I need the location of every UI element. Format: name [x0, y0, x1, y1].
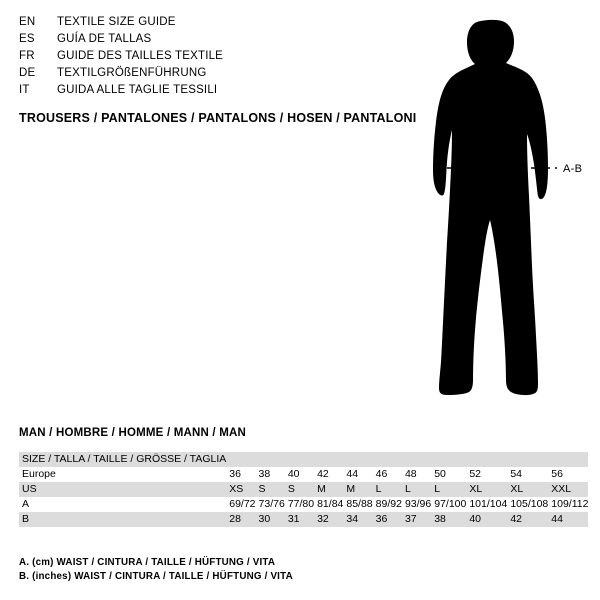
- cell: 109/112: [548, 497, 588, 512]
- cell: S: [285, 482, 314, 497]
- table-title-man: MAN / HOMBRE / HOMME / MANN / MAN: [19, 427, 247, 439]
- cell: 37: [402, 512, 431, 527]
- language-code: EN: [19, 16, 36, 28]
- cell: 81/84: [314, 497, 343, 512]
- cell: 34: [343, 512, 372, 527]
- cell: 44: [343, 467, 372, 482]
- table-row: [19, 452, 588, 467]
- language-row: [19, 31, 379, 48]
- language-text: TEXTILGRÖßENFÜHRUNG: [57, 67, 207, 79]
- row-label: Europe: [19, 467, 226, 482]
- cell: 36: [373, 512, 402, 527]
- footnote-b: B. (inches) WAIST / CINTURA / TAILLE / HÜFTUNG / VITA: [19, 571, 293, 582]
- cell: 40: [466, 512, 507, 527]
- cell: 73/76: [256, 497, 285, 512]
- cell: 40: [285, 467, 314, 482]
- cell: 97/100: [431, 497, 466, 512]
- cell: 85/88: [343, 497, 372, 512]
- language-text: TEXTILE SIZE GUIDE: [57, 16, 176, 28]
- cell: [373, 452, 402, 467]
- cell: 48: [402, 467, 431, 482]
- cell: 52: [466, 467, 507, 482]
- cell: M: [343, 482, 372, 497]
- language-row: [19, 82, 379, 99]
- language-text: GUÍA DE TALLAS: [57, 33, 152, 45]
- language-code: ES: [19, 33, 35, 45]
- cell: XL: [507, 482, 548, 497]
- cell: [343, 452, 372, 467]
- cell: [226, 452, 255, 467]
- cell: 56: [548, 467, 588, 482]
- language-code: FR: [19, 50, 35, 62]
- cell: [431, 452, 466, 467]
- language-row: [19, 14, 379, 31]
- figure-illustration: [405, 10, 590, 410]
- cell: 36: [226, 467, 255, 482]
- language-code: IT: [19, 84, 30, 96]
- cell: 32: [314, 512, 343, 527]
- cell: 38: [431, 512, 466, 527]
- cell: XXL: [548, 482, 588, 497]
- cell: XL: [466, 482, 507, 497]
- language-row: [19, 48, 379, 65]
- row-label: A: [19, 497, 226, 512]
- language-text: GUIDE DES TAILLES TEXTILE: [57, 50, 224, 62]
- cell: 46: [373, 467, 402, 482]
- cell: 101/104: [466, 497, 507, 512]
- cell: L: [402, 482, 431, 497]
- footnote-a: A. (cm) WAIST / CINTURA / TAILLE / HÜFTUNG / VITA: [19, 557, 276, 568]
- cell: 54: [507, 467, 548, 482]
- cell: [507, 452, 548, 467]
- cell: L: [373, 482, 402, 497]
- cell: 30: [256, 512, 285, 527]
- cell: [466, 452, 507, 467]
- cell: 44: [548, 512, 588, 527]
- cell: 38: [256, 467, 285, 482]
- table-row: [19, 467, 588, 482]
- cell: 105/108: [507, 497, 548, 512]
- cell: [256, 452, 285, 467]
- table-row: [19, 512, 588, 527]
- language-row: [19, 65, 379, 82]
- cell: 50: [431, 467, 466, 482]
- cell: L: [431, 482, 466, 497]
- cell: 42: [507, 512, 548, 527]
- garment-type-title: TROUSERS / PANTALONES / PANTALONS / HOSEN / PANTALONI: [19, 111, 417, 125]
- cell: 69/72: [226, 497, 255, 512]
- cell: 31: [285, 512, 314, 527]
- cell: [402, 452, 431, 467]
- cell: [548, 452, 588, 467]
- row-label: US: [19, 482, 226, 497]
- cell: 93/96: [402, 497, 431, 512]
- cell: [285, 452, 314, 467]
- size-table: [19, 452, 588, 527]
- cell: 89/92: [373, 497, 402, 512]
- table-row: [19, 497, 588, 512]
- cell: XS: [226, 482, 255, 497]
- row-label: B: [19, 512, 226, 527]
- man-silhouette-icon: [405, 10, 590, 410]
- footnotes: [19, 556, 293, 584]
- language-text: GUIDA ALLE TAGLIE TESSILI: [57, 84, 218, 96]
- cell: S: [256, 482, 285, 497]
- cell: 28: [226, 512, 255, 527]
- table-row: [19, 482, 588, 497]
- cell: 77/80: [285, 497, 314, 512]
- cell: M: [314, 482, 343, 497]
- cell: 42: [314, 467, 343, 482]
- language-code: DE: [19, 67, 36, 79]
- language-legend: [19, 14, 379, 99]
- row-label: SIZE / TALLA / TAILLE / GRÖSSE / TAGLIA: [19, 452, 226, 467]
- cell: [314, 452, 343, 467]
- measurement-label-ab: A-B: [563, 163, 583, 175]
